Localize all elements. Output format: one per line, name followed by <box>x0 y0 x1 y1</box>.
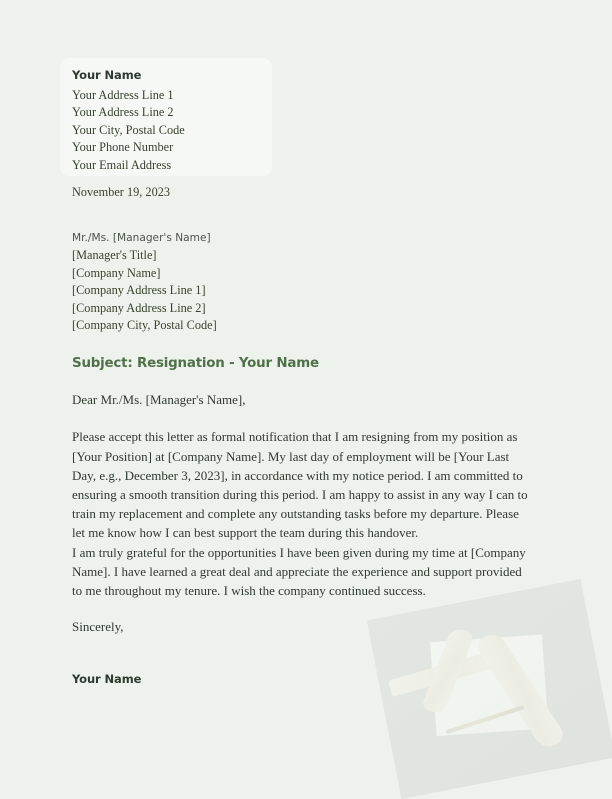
subject-line: Subject: Resignation - Your Name <box>72 356 319 372</box>
recipient-address-line-1: [Company Address Line 1] <box>72 283 206 298</box>
recipient-company: [Company Name] <box>72 265 161 280</box>
letter-date: November 19, 2023 <box>72 185 171 200</box>
closing-salutation: Sincerely, <box>72 619 124 635</box>
sender-name: Your Name <box>72 68 142 82</box>
salutation: Dear Mr./Ms. [Manager's Name], <box>72 392 246 408</box>
sender-phone: Your Phone Number <box>72 140 174 155</box>
letter-content <box>72 68 534 686</box>
body-paragraph-1: Please accept this letter as formal notification that I am resigning from my position as [Your Position] at [Company Name]. My last day of employment will be [Your Last Day, e.g., December 3, 2023], in accordance with my notice period. I am committed to ensuring a smooth transition during this period. I am happy to assist in any way I can to train my replacement and complete any outstanding tasks before my departure. Please let me know how I can best support the team during this handover. <box>72 429 528 541</box>
recipient-block <box>72 230 534 334</box>
sender-city-postal: Your City, Postal Code <box>72 122 185 137</box>
signature-name: Your Name <box>72 672 142 687</box>
recipient-city-postal: [Company City, Postal Code] <box>72 318 217 333</box>
sender-address-line-2: Your Address Line 2 <box>72 105 174 120</box>
sender-email: Your Email Address <box>72 157 172 172</box>
body-paragraph-2: I am truly grateful for the opportunities I have been given during my time at [Company Name]. I have learned a great deal and appreciate the experience and support provided to me throughout my tenure. I wish the company continued success. <box>72 544 526 599</box>
recipient-title: [Manager's Title] <box>72 248 157 263</box>
sender-address-line-1: Your Address Line 1 <box>72 88 174 102</box>
recipient-address-line-2: [Company Address Line 2] <box>72 300 206 315</box>
recipient-name: Mr./Ms. [Manager's Name] <box>72 232 211 245</box>
sender-block <box>72 68 534 174</box>
